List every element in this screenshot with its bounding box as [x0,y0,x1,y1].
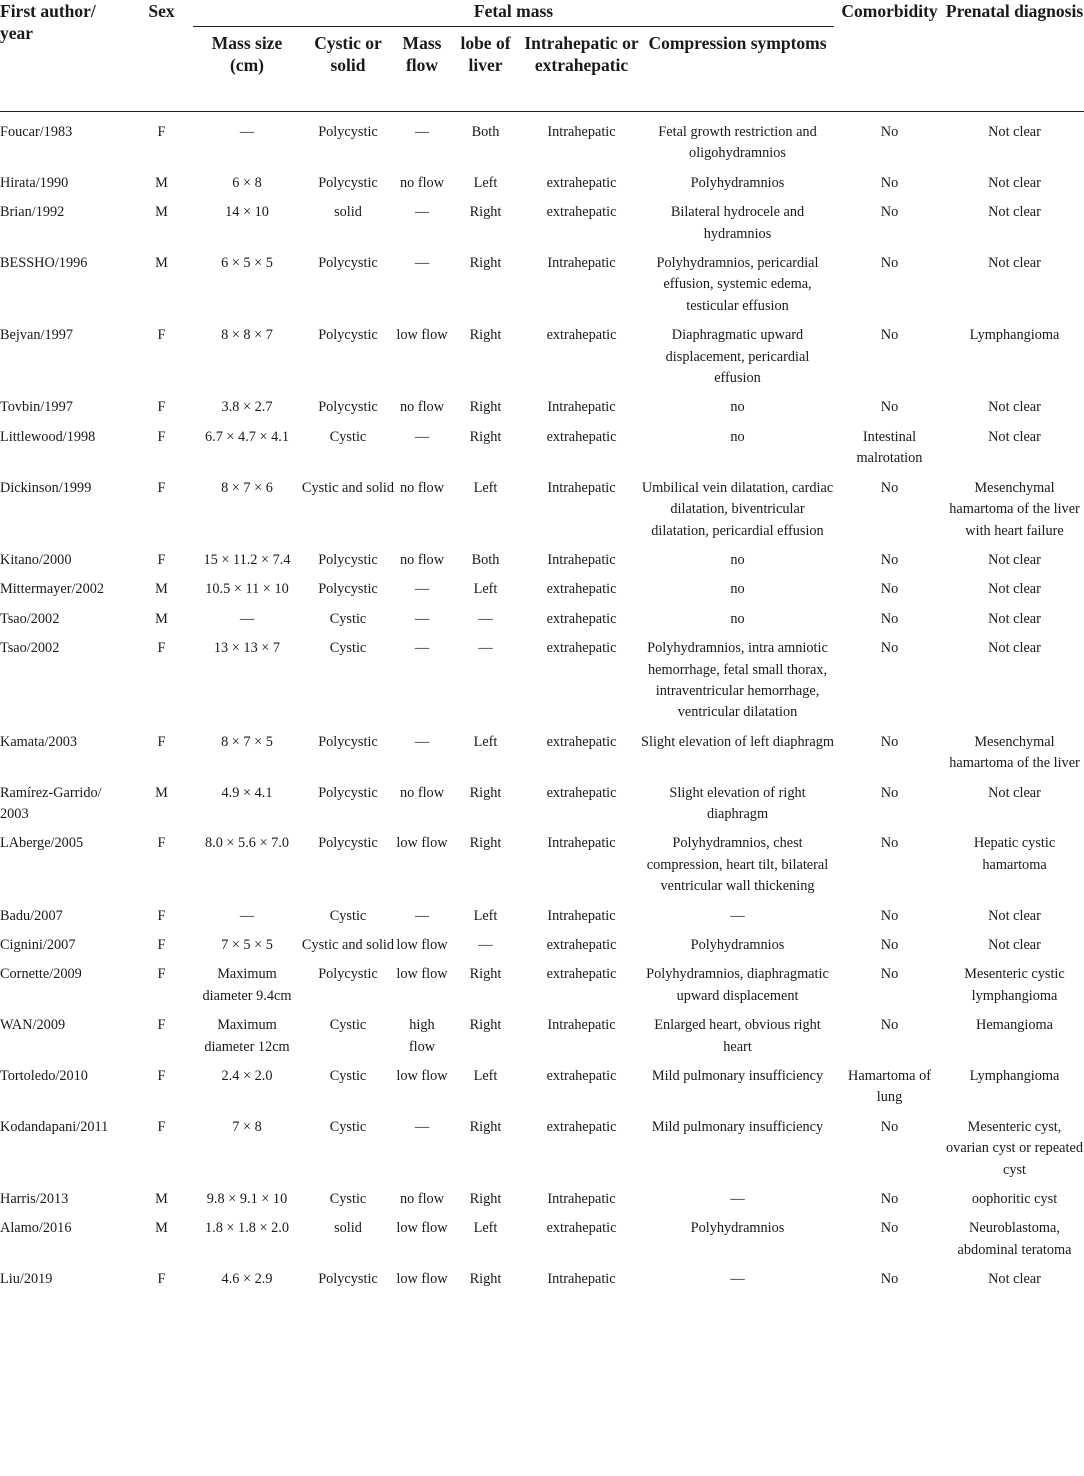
cell-mass-size: 7 × 5 × 5 [221,937,273,953]
cell-cystic-solid: Polycystic [318,551,378,568]
cell-location: Intrahepatic [547,124,616,140]
cell-lobe: Right [469,966,502,983]
cell-prenatal-diagnosis: Lymphangioma [969,1068,1060,1085]
cell-mass-flow: low flow [396,966,448,983]
header-lobe: lobe of liver [460,33,511,75]
cell-compression: Mild pulmonary insufficiency [651,1068,824,1085]
cell-compression: no [730,551,745,568]
table-row [0,390,1084,419]
cell-mass-size: 8 × 7 × 5 [221,733,273,750]
cell-mass-size: 4.6 × 2.9 [221,1271,273,1288]
cell-mass-size: 4.9 × 4.1 [221,784,273,801]
cell-mass-flow: — [414,907,430,924]
table-row [0,1110,1084,1182]
cell-comorbidity: No [880,966,899,983]
table-row [0,572,1084,601]
cell-author: BESSHO/1996 [0,255,88,272]
cell-lobe: — [478,640,493,657]
cell-compression: Slight elevation of left diaphragm [641,733,834,750]
cell-compression: no [730,610,745,627]
cell-lobe: Left [473,479,498,496]
header-prenatal-diagnosis: Prenatal diagnosis [945,1,1084,21]
cell-location: extrahepatic [546,784,617,801]
cell-sex: M [155,1220,168,1237]
cell-lobe: Right [469,784,502,801]
cell-location: extrahepatic [546,966,617,983]
cell-lobe: Right [469,1191,502,1208]
cell-sex: F [157,907,166,924]
cell-location: extrahepatic [546,428,617,445]
cell-location: Intrahepatic [547,1191,616,1208]
table-row [0,1008,1084,1059]
cell-author: Mittermayer/2002 [0,581,105,598]
cell-sex: F [157,733,166,750]
cell-mass-size: 7 × 8 [232,1118,262,1135]
cell-author: WAN/2009 [0,1017,66,1034]
table-row [0,471,1084,543]
cell-comorbidity: No [880,174,899,191]
cell-sex: M [155,581,168,598]
cell-mass-size: 3.8 × 2.7 [221,399,273,416]
table-body [0,112,1084,1292]
cell-cystic-solid: Polycystic [318,124,378,140]
cell-cystic-solid: Polycystic [318,966,378,983]
cell-mass-flow: — [414,428,430,445]
table-row [0,246,1084,318]
cell-comorbidity: No [880,204,899,221]
cell-comorbidity: No [880,937,899,953]
cell-sex: M [155,1191,168,1208]
cell-prenatal-diagnosis: Not clear [988,204,1041,221]
cell-mass-flow: no flow [399,1191,445,1208]
cell-mass-size: — [239,124,255,140]
cell-lobe: — [478,610,493,627]
cell-cystic-solid: Polycystic [318,835,378,852]
cell-prenatal-diagnosis: Not clear [988,784,1041,801]
cell-compression: Polyhydramnios, pericardial effusion, systemic edema, testicular effusion [656,255,819,314]
cell-author: Bejvan/1997 [0,327,74,344]
header-first-author: First author/ year [0,1,96,43]
cell-prenatal-diagnosis: Mesenchymal hamartoma of the liver [949,733,1080,772]
cell-location: Intrahepatic [547,1271,616,1288]
cell-compression: Polyhydramnios [690,174,785,191]
cell-location: extrahepatic [546,581,617,598]
cell-location: Intrahepatic [547,907,616,924]
cell-author: Cornette/2009 [0,966,82,983]
cell-location: Intrahepatic [547,835,616,852]
cell-lobe: Both [471,124,500,140]
cell-cystic-solid: Polycystic [318,784,378,801]
table-row [0,166,1084,195]
cell-mass-flow: — [414,255,430,272]
cell-compression: Fetal growth restriction and oligohydramnios [658,124,817,162]
cell-author: Dickinson/1999 [0,479,92,496]
cell-author: Alamo/2016 [0,1220,72,1237]
cell-mass-flow: low flow [396,327,448,344]
cell-cystic-solid: solid [334,204,362,221]
cell-lobe: Left [473,581,498,598]
cell-sex: F [157,1118,166,1135]
cell-author: Littlewood/1998 [0,428,96,445]
cell-sex: M [155,784,168,801]
cell-prenatal-diagnosis: Not clear [988,907,1041,924]
cell-sex: F [157,835,166,852]
cell-compression: — [730,907,745,924]
header-fetal-mass: Fetal mass [193,0,834,27]
table-row [0,318,1084,390]
cell-location: extrahepatic [546,1220,617,1237]
cell-compression: Umbilical vein dilatation, cardiac dilatation, biventricular dilatation, pericardial effusion [641,479,834,539]
cell-author: LAberge/2005 [0,835,84,852]
cell-mass-flow: low flow [396,1271,448,1288]
cell-mass-size: 6 × 8 [232,174,262,191]
cell-mass-size: 8 × 7 × 6 [221,479,273,496]
cell-sex: F [157,1068,166,1085]
cell-prenatal-diagnosis: Not clear [988,399,1041,416]
cell-author: Kamata/2003 [0,733,78,750]
cell-comorbidity: No [880,640,899,657]
cell-cystic-solid: solid [334,1220,362,1237]
cell-cystic-solid: Polycystic [318,174,378,191]
cell-cystic-solid: Cystic [329,1017,367,1034]
cell-sex: F [157,1017,166,1034]
cell-mass-size: Maximum diameter 9.4cm [202,966,292,1004]
cell-author: Kitano/2000 [0,551,72,568]
cell-lobe: Both [471,551,500,568]
cell-prenatal-diagnosis: Not clear [988,428,1041,445]
header-compression: Compression symptoms [648,33,827,53]
cell-mass-size: 2.4 × 2.0 [221,1068,273,1085]
table-row [0,112,1084,166]
table-row [0,1211,1084,1262]
cell-author: Tsao/2002 [0,610,60,627]
cell-sex: F [157,1271,166,1288]
cell-comorbidity: No [880,551,899,568]
cell-prenatal-diagnosis: Not clear [988,937,1041,953]
cell-author: Tsao/2002 [0,640,60,657]
cell-lobe: Left [473,174,498,191]
cell-mass-flow: low flow [396,835,448,852]
cell-lobe: Right [469,428,502,445]
cell-prenatal-diagnosis: Mesenchymal hamartoma of the liver with heart failure [949,479,1080,539]
cell-comorbidity: No [880,610,899,627]
cell-mass-flow: no flow [399,479,445,496]
cell-mass-flow: — [414,581,430,598]
header-comorbidity: Comorbidity [841,1,938,21]
cell-location: extrahepatic [546,937,617,953]
cell-cystic-solid: Polycystic [318,327,378,344]
cell-location: extrahepatic [546,327,617,344]
cell-cystic-solid: Cystic [329,1191,367,1208]
cell-mass-size: 15 × 11.2 × 7.4 [203,551,291,568]
cell-lobe: Right [469,835,502,852]
cell-author: Kodandapani/2011 [0,1118,109,1135]
table-header [0,0,1084,112]
table-row [0,631,1084,725]
cell-lobe: Right [469,255,502,272]
cell-compression: Slight elevation of right diaphragm [669,784,806,822]
cell-mass-flow: — [414,610,430,627]
cell-mass-flow: no flow [399,399,445,416]
cell-prenatal-diagnosis: Not clear [988,640,1041,657]
cell-lobe: Right [469,399,502,416]
cell-mass-size: 8 × 8 × 7 [221,327,273,344]
cell-mass-size: 10.5 × 11 × 10 [205,581,289,598]
cell-prenatal-diagnosis: Hemangioma [976,1017,1054,1034]
cell-compression: Polyhydramnios [690,937,785,953]
cell-mass-flow: no flow [399,174,445,191]
cell-location: extrahepatic [546,1118,617,1135]
cell-comorbidity: No [880,479,899,496]
cell-lobe: Left [473,733,498,750]
header-cystic-solid: Cystic or solid [314,33,382,75]
cell-location: extrahepatic [546,733,617,750]
cell-prenatal-diagnosis: Not clear [988,551,1041,568]
cell-mass-flow: low flow [396,1220,448,1237]
cell-sex: F [157,399,166,416]
cell-comorbidity: No [880,327,899,344]
cell-sex: M [155,610,168,627]
cell-mass-flow: no flow [399,551,445,568]
cell-prenatal-diagnosis: Not clear [988,1271,1041,1288]
cell-prenatal-diagnosis: Not clear [988,174,1041,191]
cell-author: Liu/2019 [0,1271,53,1288]
header-sex: Sex [148,1,175,21]
cell-mass-flow: low flow [396,937,448,953]
table-row [0,725,1084,776]
cell-cystic-solid: Cystic [329,610,367,627]
cell-location: extrahepatic [546,174,617,191]
cell-comorbidity: No [880,907,899,924]
cell-cystic-solid: Polycystic [318,399,378,416]
cell-compression: — [730,1191,745,1208]
cell-compression: Polyhydramnios [690,1220,785,1237]
cell-prenatal-diagnosis: Not clear [988,255,1041,272]
cell-cystic-solid: Cystic [329,1118,367,1135]
cell-compression: no [730,428,745,445]
header-mass-flow: Mass flow [402,33,442,75]
cell-mass-size: 9.8 × 9.1 × 10 [206,1191,288,1208]
table-row [0,776,1084,827]
cell-prenatal-diagnosis: Not clear [988,581,1041,598]
table-row [0,899,1084,928]
table-row [0,1059,1084,1110]
cell-comorbidity: No [880,399,899,416]
cell-sex: F [157,551,166,568]
cell-mass-size: — [239,610,255,627]
cell-compression: Polyhydramnios, chest compression, heart tilt, bilateral ventricular wall thickening [646,835,829,895]
cell-compression: Diaphragmatic upward displacement, pericardial effusion [665,327,810,387]
cell-lobe: Left [473,1220,498,1237]
cell-cystic-solid: Polycystic [318,733,378,750]
table-row [0,420,1084,471]
cell-sex: F [157,428,166,445]
cell-mass-flow: — [414,733,430,750]
cell-location: Intrahepatic [547,1017,616,1034]
table-row [0,1262,1084,1291]
cell-comorbidity: No [880,784,899,801]
cell-location: extrahepatic [546,1068,617,1085]
cell-lobe: Right [469,1017,502,1034]
cell-mass-size: 6 × 5 × 5 [221,255,273,272]
cell-compression: Bilateral hydrocele and hydramnios [670,204,805,242]
cell-prenatal-diagnosis: Neuroblastoma, abdominal teratoma [957,1220,1072,1258]
cell-compression: Enlarged heart, obvious right heart [654,1017,821,1055]
cell-cystic-solid: Cystic and solid [301,937,395,953]
cell-compression: Polyhydramnios, intra amniotic hemorrhage, fetal small thorax, intraventricular hemorrhage, ventricular dilatation [647,640,828,721]
cell-sex: F [157,124,166,140]
cell-prenatal-diagnosis: Mesenteric cyst, ovarian cyst or repeated cyst [946,1118,1083,1178]
cell-mass-size: Maximum diameter 12cm [204,1017,290,1055]
cell-compression: Mild pulmonary insufficiency [651,1118,824,1135]
cell-mass-flow: no flow [399,784,445,801]
cell-cystic-solid: Cystic [329,640,367,657]
cell-comorbidity: No [880,1191,899,1208]
cell-location: Intrahepatic [547,255,616,272]
cell-lobe: Right [469,204,502,221]
cell-mass-size: 13 × 13 × 7 [213,640,281,657]
table-row [0,928,1084,957]
cell-sex: M [155,174,168,191]
cell-mass-flow: — [414,124,430,140]
cell-comorbidity: Intestinal malrotation [856,428,923,467]
header-mass-size: Mass size (cm) [211,33,283,75]
cell-prenatal-diagnosis: Hepatic cystic hamartoma [973,835,1056,873]
cell-prenatal-diagnosis: Lymphangioma [969,327,1060,344]
cell-location: Intrahepatic [547,551,616,568]
cell-cystic-solid: Polycystic [318,255,378,272]
table-row [0,543,1084,572]
cell-mass-size: 1.8 × 1.8 × 2.0 [204,1220,290,1237]
cell-comorbidity: No [880,255,899,272]
cell-compression: no [730,581,745,598]
cell-author: Tovbin/1997 [0,399,73,416]
cell-lobe: Right [469,1271,502,1288]
cell-sex: F [157,327,166,344]
cell-lobe: Right [469,327,502,344]
cell-mass-flow: low flow [396,1068,448,1085]
cell-author: Foucar/1983 [0,124,73,140]
cell-author: Tortoledo/2010 [0,1068,88,1085]
cell-comorbidity: No [880,1118,899,1135]
cell-lobe: Left [473,907,498,924]
table-row [0,195,1084,246]
cell-mass-flow: — [414,640,430,657]
cell-comorbidity: No [880,835,899,852]
cell-cystic-solid: Polycystic [318,1271,378,1288]
cell-sex: F [157,966,166,983]
cell-sex: F [157,640,166,657]
cell-compression: no [730,399,745,416]
cell-compression: Polyhydramnios, diaphragmatic upward displacement [646,966,829,1004]
cell-mass-size: — [239,907,255,924]
cell-sex: M [155,255,168,272]
cell-sex: M [155,204,168,221]
cell-author: Ramírez-Garrido/ 2003 [0,784,102,822]
cell-author: Hirata/1990 [0,174,69,191]
cell-comorbidity: No [880,1220,899,1237]
cell-comorbidity: No [880,733,899,750]
cell-mass-flow: — [414,1118,430,1135]
cell-mass-size: 8.0 × 5.6 × 7.0 [204,835,290,852]
cell-cystic-solid: Cystic [329,907,367,924]
cell-compression: — [730,1271,745,1288]
cell-author: Cignini/2007 [0,937,76,953]
cell-author: Badu/2007 [0,907,63,924]
table-row [0,602,1084,631]
table-row [0,1182,1084,1211]
cell-location: Intrahepatic [547,399,616,416]
cell-location: Intrahepatic [547,479,616,496]
cell-lobe: Left [473,1068,498,1085]
cell-comorbidity: No [880,124,899,140]
cell-comorbidity: No [880,581,899,598]
cell-author: Brian/1992 [0,204,65,221]
cell-prenatal-diagnosis: Not clear [988,124,1041,140]
cell-cystic-solid: Cystic [329,1068,367,1085]
cell-mass-flow: high flow [408,1017,436,1055]
cell-prenatal-diagnosis: oophoritic cyst [971,1191,1058,1208]
table-row [0,957,1084,1008]
cell-location: extrahepatic [546,640,617,657]
cell-sex: F [157,479,166,496]
cell-lobe: Right [469,1118,502,1135]
cell-sex: F [157,937,166,953]
cell-author: Harris/2013 [0,1191,69,1208]
cell-prenatal-diagnosis: Mesenteric cystic lymphangioma [964,966,1065,1004]
cell-cystic-solid: Cystic [329,428,367,445]
cell-comorbidity: No [880,1017,899,1034]
cell-mass-size: 6.7 × 4.7 × 4.1 [204,428,290,445]
table-row [0,826,1084,898]
cell-comorbidity: No [880,1271,899,1288]
cell-location: extrahepatic [546,610,617,627]
cell-lobe: — [478,937,493,953]
cell-mass-size: 14 × 10 [225,204,269,221]
header-location: Intrahepatic or extrahepatic [524,33,639,75]
cell-cystic-solid: Cystic and solid [301,479,395,496]
cell-mass-flow: — [414,204,430,221]
cell-cystic-solid: Polycystic [318,581,378,598]
cell-comorbidity: Hamartoma of lung [848,1068,931,1106]
cell-location: extrahepatic [546,204,617,221]
cell-prenatal-diagnosis: Not clear [988,610,1041,627]
